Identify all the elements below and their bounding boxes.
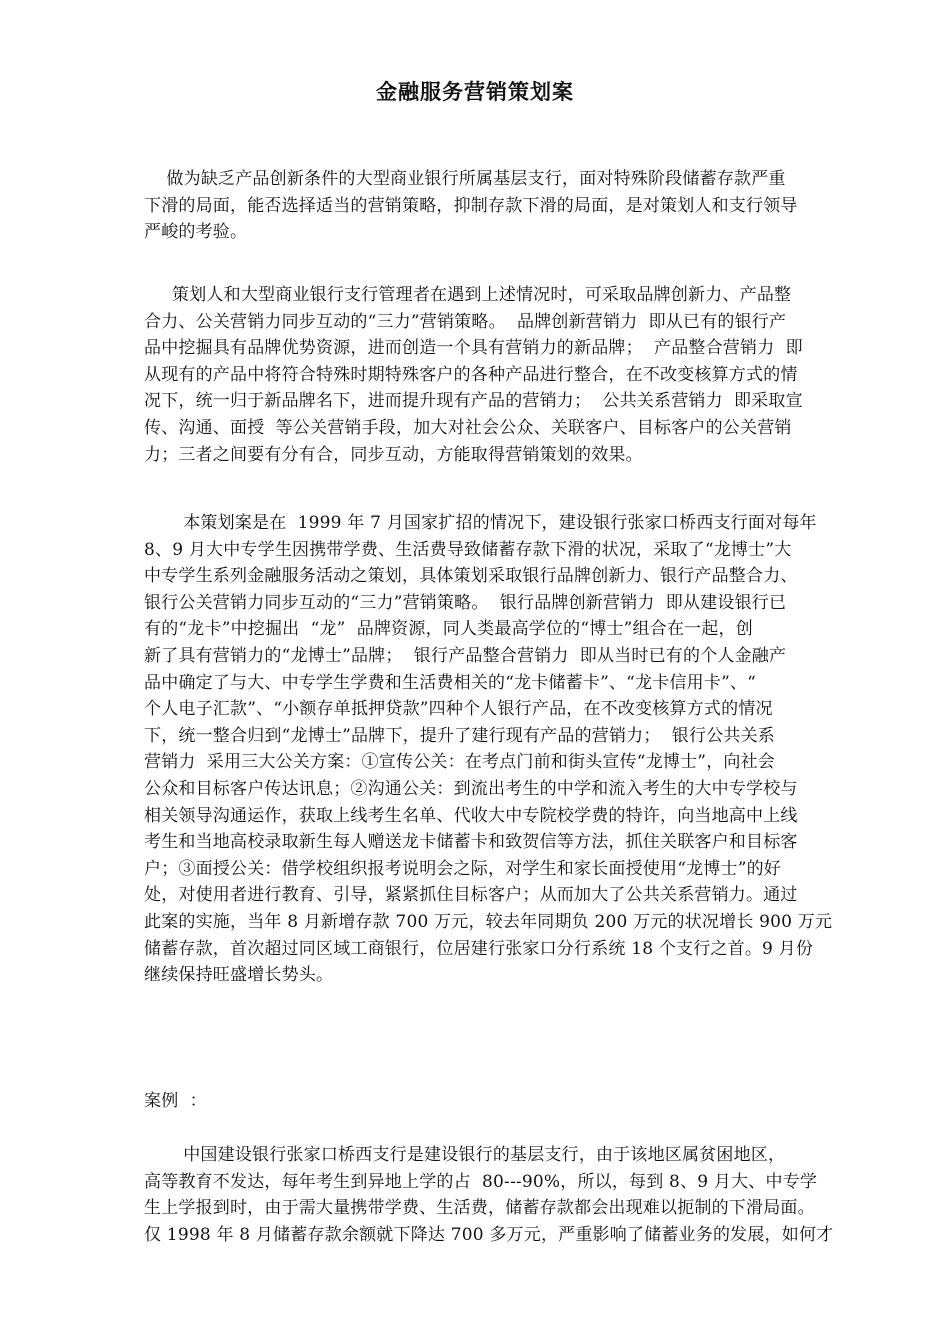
text-line: 此案的实施，当年 8 月新增存款 700 万元，较去年同期负 200 万元的状况增长 900 万元 — [144, 911, 833, 932]
text-line: 户；③面授公关：借学校组织报考说明会之际，对学生和家长面授使用“龙博士”的好 — [144, 858, 781, 879]
text-line: 品中挖掘具有品牌优势资源，进而创造一个具有营销力的新品牌； 产品整合营销力 即 — [144, 338, 803, 359]
text-line: 有的“龙卡”中挖掘出 “龙” 品牌资源，同人类最高学位的“博士”组合在一起，创 — [144, 619, 753, 640]
paragraph-case-plan — [144, 510, 884, 989]
text-line: 8、9 月大中专学生因携带学费、生活费导致储蓄存款下滑的状况，采取了“龙博士”大 — [144, 539, 792, 560]
text-line: 策划人和大型商业银行支行管理者在遇到上述情况时，可采取品牌创新力、产品整 — [144, 285, 792, 305]
text-line: 从现有的产品中将符合特殊时期特殊客户的各种产品进行整合，在不改变核算方式的情 — [144, 364, 798, 385]
text-line: 下，统一整合归到“龙博士”品牌下，提升了建行现有产品的营销力； 银行公共关系 — [144, 725, 775, 746]
text-line: 传、沟通、面授 等公关营销手段，加大对社会公众、关联客户、目标客户的公关营销 — [144, 417, 792, 438]
text-line: 营销力 采用三大公关方案：①宣传公关：在考点门前和街头宣传“龙博士”，向社会 — [144, 752, 775, 773]
text-line: 银行公关营销力同步互动的“三力”营销策略。 银行品牌创新营销力 即从建设银行已 — [144, 592, 787, 613]
text-line: 中专学生系列金融服务活动之策划，具体策划采取银行品牌创新力、银行产品整合力、 — [144, 566, 798, 587]
text-line: 况下，统一归于新品牌名下，进而提升现有产品的营销力； 公共关系营销力 即采取宣 — [144, 391, 803, 412]
text-line: 高等教育不发达，每年考生到异地上学的占 80---90%，所以，每到 8、9 月大、中专学 — [144, 1171, 818, 1192]
text-line: 做为缺乏产品创新条件的大型商业银行所属基层支行，面对特殊阶段储蓄存款严重 — [144, 169, 786, 189]
text-line: 个人电子汇款”、“小额存单抵押贷款”四种个人银行产品，在不改变核算方式的情况 — [144, 699, 773, 720]
text-line: 公众和目标客户传达讯息；②沟通公关：到流出考生的中学和流入考生的大中专学校与 — [144, 778, 798, 799]
text-line: 下滑的局面，能否选择适当的营销策略，抑制存款下滑的局面，是对策划人和支行领导 — [144, 195, 798, 216]
text-line: 继续保持旺盛增长势头。 — [144, 965, 334, 986]
document-title: 金融服务营销策划案 — [376, 80, 574, 104]
text-line: 品中确定了与大、中专学生学费和生活费相关的“龙卡储蓄卡”、“龙卡信用卡”、“ — [144, 672, 757, 693]
paragraph-intro — [144, 166, 884, 246]
text-line: 仅 1998 年 8 月储蓄存款余额就下降达 700 多万元，严重影响了储蓄业务的发展，如何才 — [144, 1224, 834, 1245]
text-line: 力；三者之间要有分有合，同步互动，方能取得营销策划的效果。 — [144, 444, 643, 465]
text-line: 本策划案是在 1999 年 7 月国家扩招的情况下，建设银行张家口桥西支行面对每年 — [144, 513, 817, 533]
case-heading — [144, 1088, 884, 1115]
text-line: 中国建设银行张家口桥西支行是建设银行的基层支行，由于该地区属贫困地区， — [144, 1145, 786, 1165]
paragraph-case — [144, 1142, 884, 1248]
text-line: 考生和当地高校录取新生每人赠送龙卡储蓄卡和致贺信等方法，抓住关联客户和目标客 — [144, 832, 798, 853]
text-line: 生上学报到时，由于需大量携带学费、生活费，储蓄存款都会出现难以扼制的下滑局面。 — [144, 1198, 815, 1219]
text-line: 案例 ： — [144, 1091, 207, 1111]
text-line: 新了具有营销力的“龙博士”品牌； 银行产品整合营销力 即从当时已有的个人金融产 — [144, 645, 787, 666]
text-line: 处，对使用者进行教育、引导，紧紧抓住目标客户；从而加大了公共关系营销力。通过 — [144, 885, 798, 906]
paragraph-strategy — [144, 282, 884, 468]
text-line: 严峻的考验。 — [144, 222, 248, 243]
text-line: 相关领导沟通运作，获取上线考生名单、代收大中专院校学费的特许，向当地高中上线 — [144, 805, 798, 826]
text-line: 合力、公关营销力同步互动的“三力”营销策略。 品牌创新营销力 即从已有的银行产 — [144, 311, 787, 332]
text-line: 储蓄存款，首次超过同区域工商银行，位居建行张家口分行系统 18 个支行之首。9 月份 — [144, 938, 814, 959]
